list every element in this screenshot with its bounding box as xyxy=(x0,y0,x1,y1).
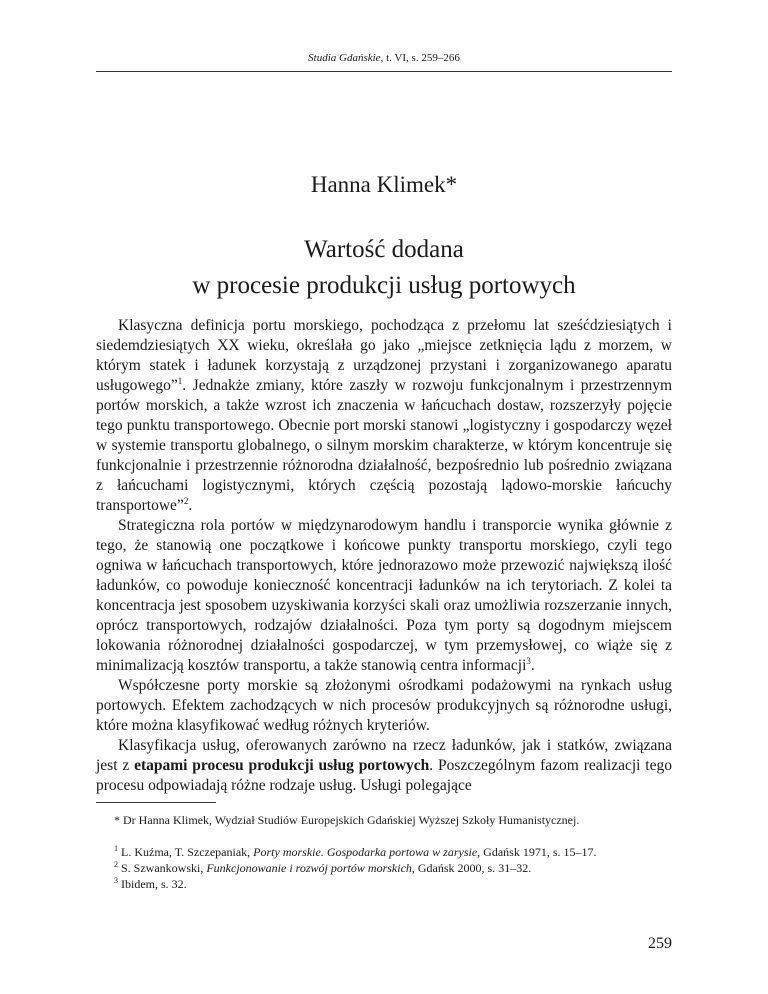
footnote-2-title: Funkcjonowanie i rozwój portów morskich xyxy=(206,861,412,875)
footnote-ref-3: 3 xyxy=(526,655,531,666)
title-line-2: w procesie produkcji usług portowych xyxy=(192,272,576,299)
paragraph-1-text-b: . Jednakże zmiany, które zaszły w rozwoju funkcjonalnym i przestrzennym portów morskich, a także wzrost ich znaczenia w łańcuchach dostaw, rozszerzyły pojęcie tego punktu transportowego. Obecnie port morski stanowi „logistyczny i gospodarczy węzeł w systemie transportu globalnego, o silnym morskim charakterze, w którym koncentruje się funkcjonalnie i przestrzennie różnorodna działalność, bezpośrednio lub pośrednio związana z łańcuchami logistycznymi, których częścią pozostają lądowo-morskie łańcuchy transportowe” xyxy=(96,377,672,514)
footnote-2-author: S. Szwankowski, xyxy=(118,861,207,875)
footnote-2-imprint: , Gdańsk 2000, s. 31–32. xyxy=(411,861,532,875)
body-text xyxy=(96,316,672,796)
footnote-1-number: 1 xyxy=(114,844,118,853)
paragraph-2-text-b: . xyxy=(530,657,535,674)
footnote-2 xyxy=(96,860,672,876)
author-note: * Dr Hanna Klimek, Wydział Studiów Europejskich Gdańskiej Wyższej Szkoły Humanistycznej. xyxy=(114,813,580,827)
paragraph-3: Współczesne porty morskie są złożonymi ośrodkami podażowymi na rynkach usług portowych. Efektem zachodzących w nich procesów produkcyjnych są różnorodne usługi, które można klasyfikować według różnych kryteriów. xyxy=(96,677,672,734)
footnote-1 xyxy=(96,844,672,860)
footnote-ref-2: 2 xyxy=(183,495,189,506)
footnote-rule xyxy=(96,802,216,803)
footnote-3-number: 3 xyxy=(114,876,118,885)
paragraph-2-text-a: Strategiczna rola portów w międzynarodowym handlu i transporcie wynika głównie z tego, że stanowią one początkowe i końcowe punkty transportu morskiego, czyli tego ogniwa w łańcuchach transportowych, które jednorazowo może przewozić największą ilość ładunków, co powoduje konieczność koncentracji ładunków na ich terytoriach. Z kolei ta koncentracja jest sposobem uzyskiwania korzyści skali oraz umożliwia rozszerzanie innych, oprócz transportowych, rodzajów działalności. Poza tym porty są dogodnym miejscem lokowania różnorodnej działalności gospodarczej, w tym przemysłowej, co wiąże się z minimalizacją kosztów transportu, a także stanowią centra informacji xyxy=(96,517,672,674)
header-rule xyxy=(96,71,672,72)
running-head xyxy=(96,52,672,64)
paragraph-4 xyxy=(96,736,672,796)
paragraph-1 xyxy=(96,316,672,516)
footnotes xyxy=(96,812,672,892)
author-name: Hanna Klimek* xyxy=(310,172,458,197)
footnote-1-imprint: , Gdańsk 1971, s. 15–17. xyxy=(477,845,597,859)
volume-pages: , t. VI, s. 259–266 xyxy=(380,52,460,64)
paragraph-1-text-c: . xyxy=(188,497,193,514)
footnote-2-number: 2 xyxy=(114,860,118,869)
page-number: 259 xyxy=(648,935,672,952)
footnote-1-title: Porty morskie. Gospodarka portowa w zarysie xyxy=(253,845,478,859)
paragraph-4-text-a: Klasyfikacja usług, oferowanych zarówno na rzecz ładunków, jak i statków, związana jest z xyxy=(96,737,672,774)
footnote-3-text: Ibidem, s. 32. xyxy=(118,877,187,891)
article-title xyxy=(96,232,672,304)
title-line-1: Wartość dodana xyxy=(304,236,464,263)
paragraph-2 xyxy=(96,516,672,676)
paragraph-4-bold: etapami procesu produkcji usług portowych xyxy=(134,757,430,774)
paragraph-1-text-a: Klasyczna definicja portu morskiego, pochodząca z przełomu lat sześćdziesiątych i siedemdziesiątych XX wieku, określała go jako „miejsce zetknięcia lądu z morzem, w którym statek i ładunek korzystają z urządzonej przystani i zorganizowanego aparatu usługowego” xyxy=(96,317,672,394)
journal-name: Studia Gdańskie xyxy=(308,52,381,64)
footnote-3 xyxy=(96,876,672,892)
footnote-ref-1: 1 xyxy=(177,375,183,386)
paragraph-4-text-b: . Poszczególnym fazom realizacji tego procesu odpowiadają różne rodzaje usług. Usługi polegające xyxy=(96,757,672,794)
footnote-1-authors: L. Kuźma, T. Szczepaniak, xyxy=(118,845,254,859)
